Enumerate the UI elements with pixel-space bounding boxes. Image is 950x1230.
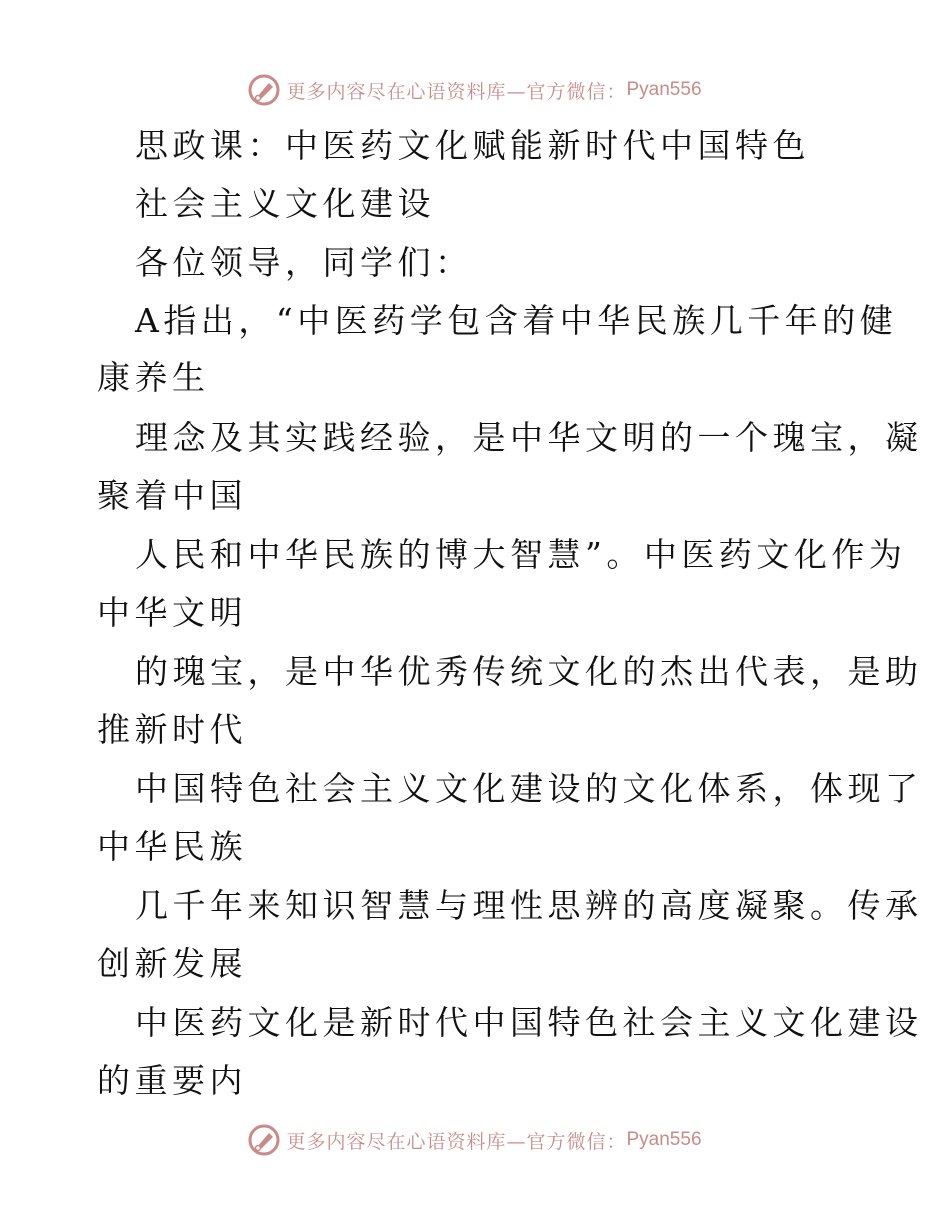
body-line-1: A指出，“中医药学包含着中华民族几千年的健 — [135, 301, 898, 340]
body-line-13: 中医药文化是新时代中国特色社会主义文化建设 — [135, 1003, 923, 1042]
body-line-5: 人民和中华民族的博大智慧”。中医药文化作为 — [135, 535, 907, 574]
watermark-code: Pyan556 — [626, 79, 702, 100]
body-line-8: 推新时代 — [97, 710, 247, 749]
body-line-12: 创新发展 — [97, 944, 247, 983]
body-line-11: 几千年来知识智慧与理性思辨的高度凝聚。传承 — [135, 886, 923, 925]
title-line-2: 社会主义文化建设 — [135, 184, 435, 223]
bottom-watermark-banner — [0, 1120, 950, 1160]
top-watermark-banner — [0, 70, 950, 110]
body-line-3: 理念及其实践经验，是中华文明的一个瑰宝，凝 — [135, 418, 923, 457]
body-line-10: 中华民族 — [97, 827, 247, 866]
body-line-14: 的重要内 — [97, 1061, 247, 1100]
pen-logo-icon — [248, 74, 280, 106]
salutation-line: 各位领导，同学们： — [135, 243, 473, 282]
body-line-2: 康养生 — [97, 358, 210, 397]
body-line-4: 聚着中国 — [97, 476, 247, 515]
body-line-7: 的瑰宝，是中华优秀传统文化的杰出代表，是助 — [135, 652, 923, 691]
title-line-1: 思政课：中医药文化赋能新时代中国特色 — [135, 126, 810, 165]
watermark-code: Pyan556 — [626, 1129, 702, 1150]
body-line-9: 中国特色社会主义文化建设的文化体系，体现了 — [135, 769, 923, 808]
watermark-text: 更多内容尽在心语资料库—官方微信： — [286, 80, 627, 103]
body-line-6: 中华文明 — [97, 593, 247, 632]
watermark-text: 更多内容尽在心语资料库—官方微信： — [286, 1130, 627, 1153]
pen-logo-icon — [248, 1124, 280, 1156]
